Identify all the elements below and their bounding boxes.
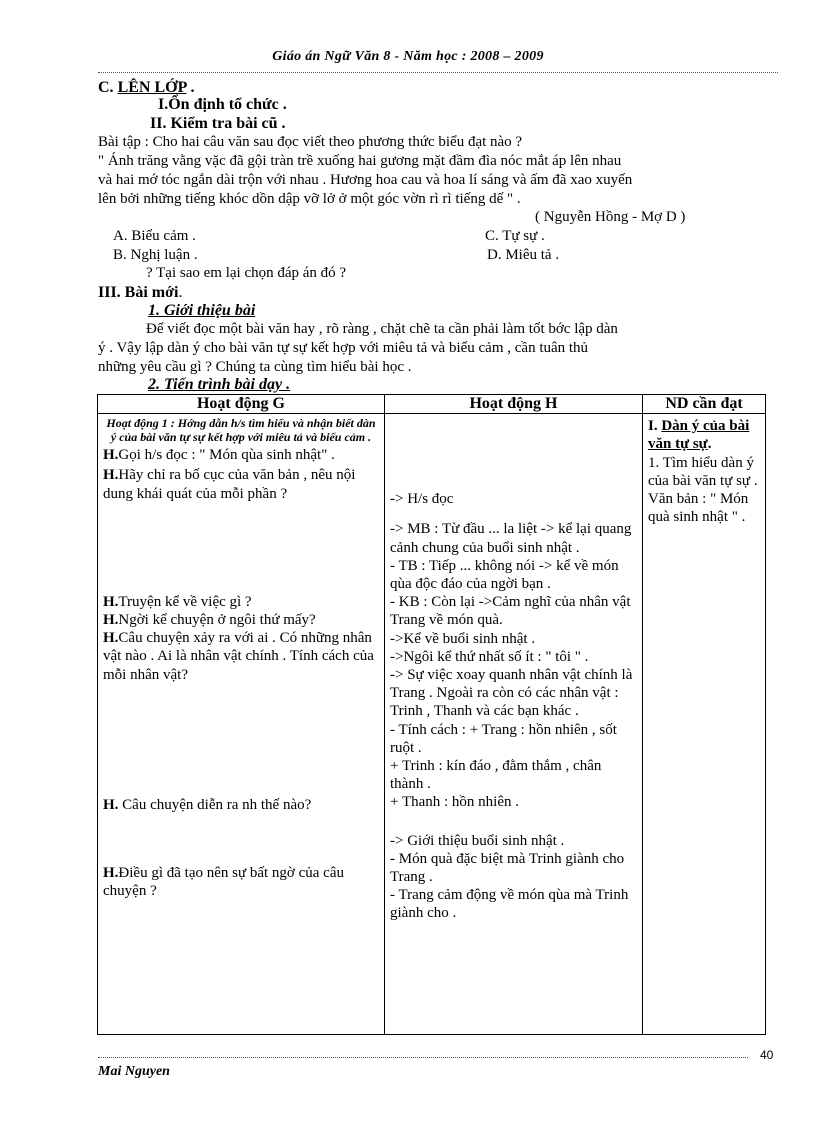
student-activity-cell bbox=[385, 414, 643, 1035]
question-label: H. bbox=[103, 612, 119, 629]
question-text: Hãy chỉ ra bố cục của văn bản , nêu nội dung khái quát của mỗi phần ? bbox=[103, 467, 356, 502]
content-heading-text: Dàn ý của bài văn tự sự bbox=[648, 418, 750, 453]
question-label: H. bbox=[103, 467, 119, 484]
page-header-title: Giáo án Ngữ Văn 8 - Năm học : 2008 – 2009 bbox=[272, 49, 544, 64]
student-answer: + Trinh : kín đáo , đằm thắm , chân thành . bbox=[390, 758, 602, 793]
lesson-table bbox=[97, 394, 766, 1035]
intro-line-3: những yêu cầu gì ? Chúng ta cùng tìm hiểu bài học . bbox=[98, 359, 412, 375]
header-divider bbox=[98, 72, 778, 73]
section-c-label: C. bbox=[98, 79, 114, 96]
content-heading-dot: . bbox=[707, 436, 712, 453]
student-answer: - TB : Tiếp ... không nói -> kể về món qùa độc đáo của ngời bạn . bbox=[390, 557, 619, 593]
question-text: Gọi h/s đọc : " Món qùa sinh nhật" . bbox=[118, 447, 335, 464]
question-label: H. bbox=[103, 593, 119, 610]
student-answer: - KB : Còn lại ->Cảm nghĩ của nhân vật Trang về món quà. bbox=[390, 594, 631, 629]
option-b: B. Nghị luận . bbox=[113, 247, 198, 263]
option-a: A. Biểu cảm . bbox=[113, 228, 196, 244]
footer-author: Mai Nguyen bbox=[98, 1064, 170, 1079]
section-c-dot: . bbox=[190, 79, 195, 96]
question-text: Điều gì đã tạo nên sự bất ngờ của câu chuyện ? bbox=[103, 865, 344, 900]
question-text: Câu chuyện diễn ra nh thế nào? bbox=[118, 796, 312, 813]
teacher-question bbox=[103, 864, 379, 900]
header-content: ND cần đạt bbox=[643, 395, 766, 414]
step-3-dot: . bbox=[178, 284, 183, 301]
section-c-title: LÊN LỚP bbox=[117, 79, 187, 96]
intro-line-1: Để viết đọc một bài văn hay , rõ ràng , chặt chẽ ta cần phải làm tốt bớc lập dàn bbox=[146, 321, 618, 337]
student-answer: ->Kể về buổi sinh nhật . bbox=[390, 630, 536, 647]
table-header-row bbox=[98, 395, 766, 414]
exercise-source: ( Nguyễn Hồng - Mợ D ) bbox=[535, 209, 686, 225]
exercise-question: Bài tập : Cho hai câu văn sau đọc viết theo phương thức biểu đạt nào ? bbox=[98, 134, 523, 150]
page-number: 40 bbox=[760, 1048, 774, 1062]
teacher-question bbox=[103, 611, 379, 629]
student-answer: -> Sự việc xoay quanh nhân vật chính là Trang . Ngoài ra còn có các nhân vật : Trinh , Thanh và các bạn khác . bbox=[390, 667, 633, 720]
teacher-question bbox=[103, 796, 379, 814]
intro-line-2: ý . Vậy lập dàn ý cho bài văn tự sự kết hợp với miêu tả và biểu cảm , cần tuân thủ bbox=[98, 340, 589, 356]
content-heading-number: I. bbox=[648, 418, 658, 435]
step-3-heading bbox=[98, 284, 182, 302]
content-item-1: 1. Tìm hiểu dàn ý của bài văn tự sự . bbox=[648, 454, 758, 489]
section-c-heading bbox=[98, 79, 194, 97]
intro-title: 1. Giới thiệu bài bbox=[148, 302, 256, 319]
question-label: H. bbox=[103, 796, 119, 813]
student-answer: -> MB : Từ đầu ... la liệt -> kể lại quang cảnh chung của buổi sinh nhật . bbox=[390, 521, 632, 556]
exercise-quote-line-3: lên bởi những tiếng khóc dồn dập vỡ lở ở một góc vờn rì rì tiếng dế " . bbox=[98, 191, 521, 207]
option-c: C. Tự sự . bbox=[485, 228, 545, 244]
teacher-question bbox=[103, 629, 379, 684]
student-answer: + Thanh : hồn nhiên . bbox=[390, 794, 520, 811]
header-teacher-activity: Hoạt động G bbox=[98, 395, 385, 414]
student-answer: ->Ngôi kể thứ nhất số ít : " tôi " . bbox=[390, 648, 589, 665]
step-3-title: III. Bài mới bbox=[98, 284, 179, 301]
student-answer: - Trang cảm động về món qùa mà Trinh giành cho . bbox=[390, 887, 629, 922]
content-item-2: Văn bản : " Món quà sinh nhật " . bbox=[648, 491, 749, 526]
content-cell bbox=[643, 414, 766, 1035]
teacher-question bbox=[103, 446, 379, 464]
exercise-followup: ? Tại sao em lại chọn đáp án đó ? bbox=[146, 265, 347, 281]
question-label: H. bbox=[103, 447, 119, 464]
question-text: Câu chuyện xảy ra với ai . Có những nhân vật nào . Ai là nhân vật chính . Tính cách của mỗi nhân vật? bbox=[103, 630, 374, 683]
option-d: D. Miêu tả . bbox=[487, 247, 560, 263]
footer-divider bbox=[98, 1057, 748, 1058]
student-answer: - Món quà đặc biệt mà Trinh giành cho Trang . bbox=[390, 850, 625, 886]
content-heading bbox=[648, 417, 760, 453]
question-text: Ngời kể chuyện ở ngôi thứ mấy? bbox=[118, 612, 316, 629]
step-1-heading: I.Ổn định tổ chức . bbox=[158, 96, 287, 113]
table-row bbox=[98, 414, 766, 1035]
process-title: 2. Tiến trình bài dạy . bbox=[148, 376, 291, 393]
teacher-question bbox=[103, 466, 379, 502]
exercise-quote-line-1: " Ánh trăng vằng vặc đã gội tràn trề xuống hai gương mặt đầm đìa nóc mắt áp lên nhau bbox=[98, 153, 622, 169]
header-student-activity: Hoạt động H bbox=[385, 395, 643, 414]
question-label: H. bbox=[103, 865, 119, 882]
student-answer: -> Giới thiệu buổi sinh nhật . bbox=[390, 832, 565, 849]
step-2-heading: II. Kiểm tra bài cũ . bbox=[150, 115, 286, 132]
exercise-quote-line-2: và hai mớ tóc ngắn dài trộn với nhau . Hương hoa cau và hoa lí sáng và ấm đã xao xuyến bbox=[98, 172, 633, 188]
teacher-activity-cell bbox=[98, 414, 385, 1035]
student-answer: -> H/s đọc bbox=[390, 491, 454, 508]
question-label: H. bbox=[103, 630, 119, 647]
teacher-question bbox=[103, 593, 379, 611]
activity-title: Hoạt động 1 : Hớng dẫn h/s tìm hiểu và nhận biết dàn ý của bài văn tự sự kết hợp với miêu tả và biểu cảm . bbox=[106, 416, 376, 444]
question-text: Truyện kể về việc gì ? bbox=[118, 593, 252, 610]
student-answer: - Tính cách : + Trang : hồn nhiên , sốt ruột . bbox=[390, 721, 617, 756]
